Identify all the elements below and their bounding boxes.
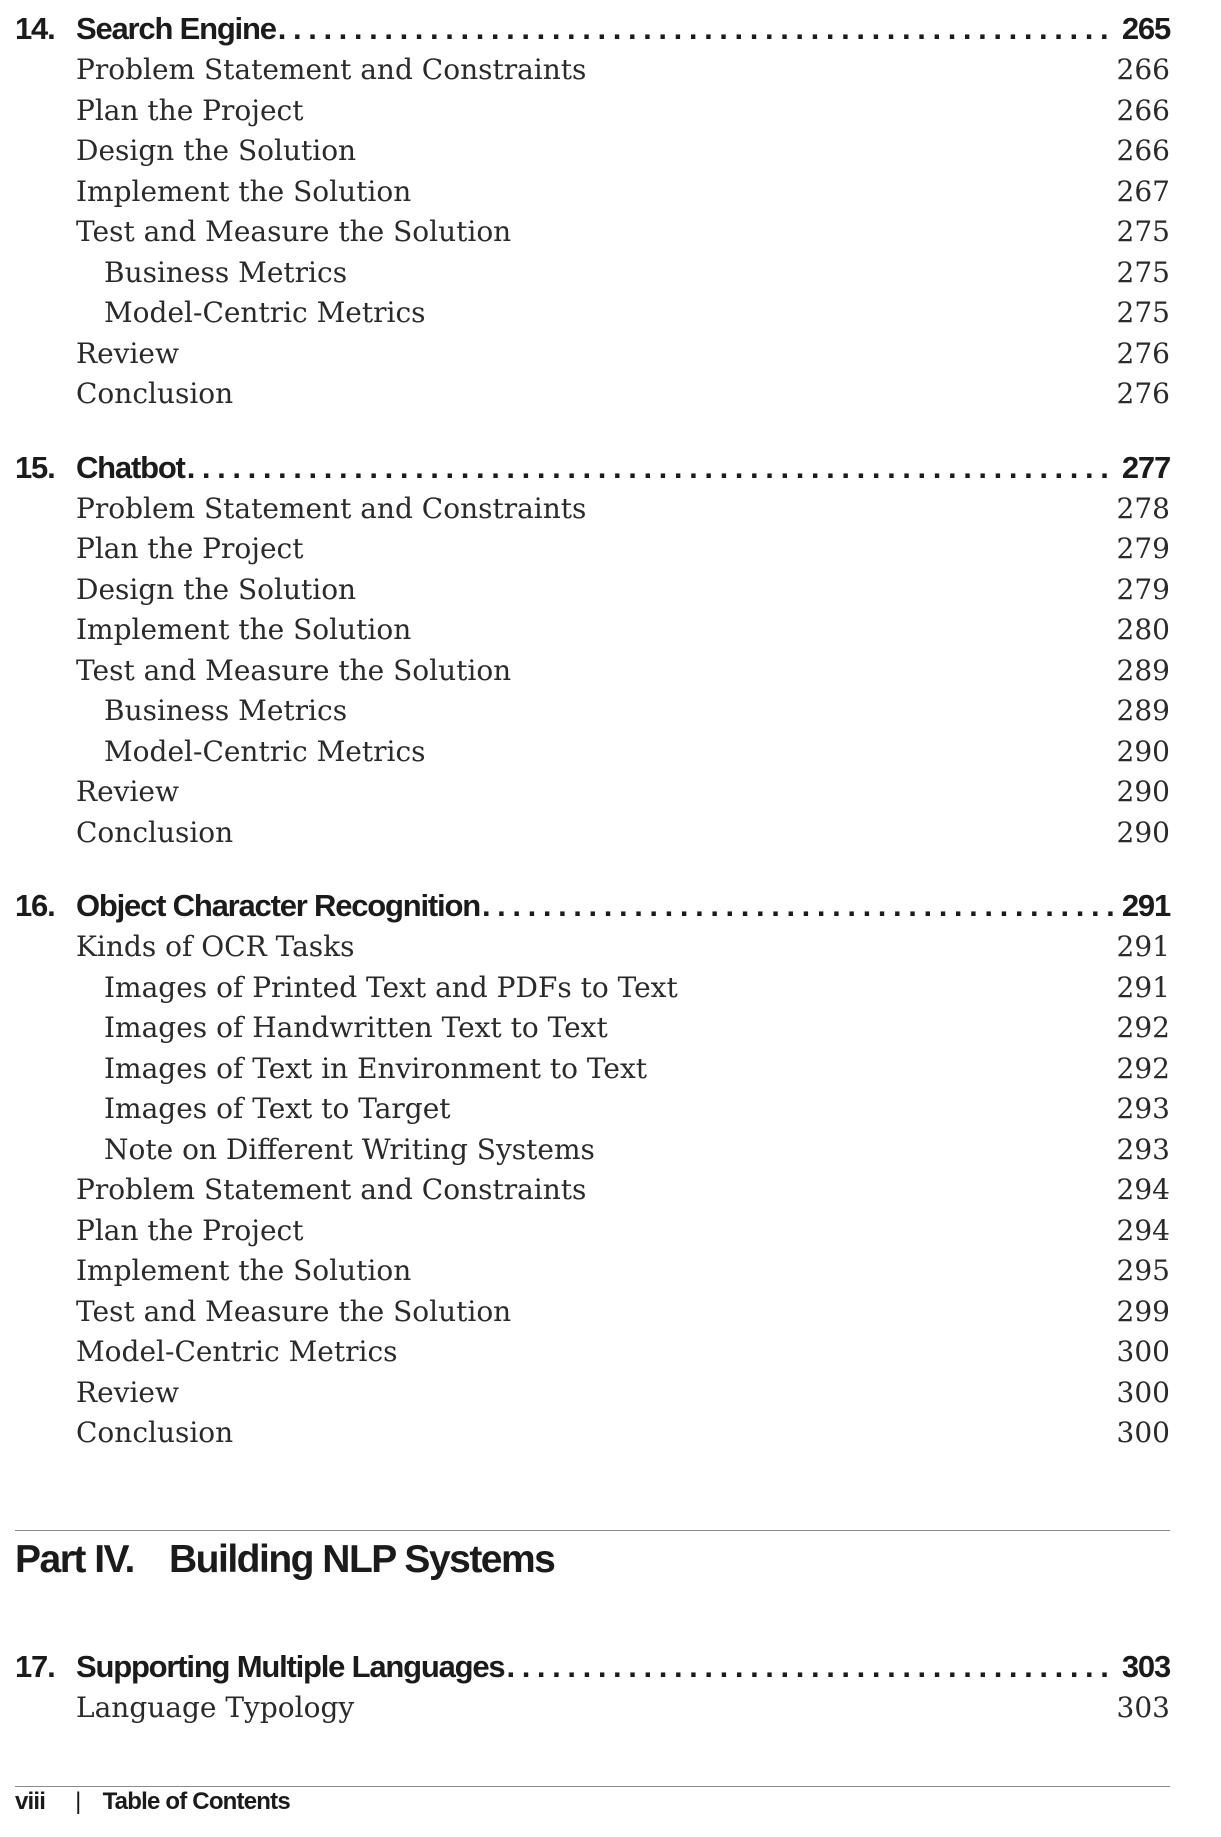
part-label: Part IV. [15, 1538, 134, 1581]
toc-section-entry[interactable] [15, 212, 1170, 253]
entry-label: Plan the Project [76, 532, 304, 565]
entry-page-number: 299 [1116, 1294, 1170, 1328]
section-list [15, 927, 1170, 1454]
entry-page-number: 267 [1116, 174, 1170, 208]
dot-leader [506, 1646, 1115, 1688]
part-heading [15, 1538, 554, 1582]
chapter-block [15, 447, 1170, 854]
toc-section-entry[interactable] [15, 772, 1170, 813]
entry-label: Images of Text to Target [104, 1092, 451, 1125]
entry-page-number: 293 [1116, 1092, 1170, 1125]
entry-page-number: 275 [1116, 215, 1170, 248]
toc-subsection-entry[interactable] [15, 293, 1170, 334]
entry-label: Review [76, 1375, 179, 1409]
entry-label: Model-Centric Metrics [104, 734, 426, 768]
toc-section-entry[interactable] [15, 1211, 1170, 1252]
entry-label: Problem Statement and Constraints [76, 1173, 587, 1206]
toc-section-entry[interactable] [15, 1292, 1170, 1333]
toc-part-chapters [15, 1638, 1170, 1729]
toc-section-entry[interactable] [15, 91, 1170, 132]
chapter-title: Chatbot [76, 449, 185, 485]
chapter-heading[interactable] [15, 447, 1170, 489]
toc-subsection-entry[interactable] [15, 968, 1170, 1009]
entry-label: Note on Different Writing Systems [104, 1132, 595, 1166]
entry-label: Review [76, 775, 179, 808]
entry-label: Problem Statement and Constraints [76, 53, 587, 86]
chapter-page-number: 291 [1121, 888, 1170, 923]
entry-label: Problem Statement and Constraints [76, 491, 587, 525]
entry-label: Business Metrics [104, 694, 348, 727]
entry-label: Review [76, 336, 179, 370]
entry-page-number: 290 [1116, 734, 1170, 768]
entry-label: Design the Solution [76, 134, 357, 167]
entry-page-number: 292 [1116, 1051, 1170, 1085]
footer-rule [15, 1786, 1170, 1787]
entry-page-number: 300 [1116, 1416, 1170, 1449]
toc-section-entry[interactable] [15, 334, 1170, 375]
chapter-title: Search Engine [76, 11, 276, 46]
entry-label: Business Metrics [104, 255, 348, 289]
entry-page-number: 294 [1116, 1173, 1170, 1206]
chapter-heading[interactable] [15, 8, 1170, 50]
entry-page-number: 275 [1116, 296, 1170, 329]
entry-page-number: 300 [1116, 1335, 1170, 1368]
toc-section-entry[interactable] [15, 1373, 1170, 1414]
chapter-title: Object Character Recognition [76, 888, 480, 923]
chapter-block [15, 885, 1170, 1454]
section-list [15, 1688, 1170, 1729]
chapter-page-number: 265 [1121, 11, 1170, 46]
entry-page-number: 276 [1116, 377, 1170, 410]
entry-label: Implement the Solution [76, 1254, 412, 1287]
entry-label: Kinds of OCR Tasks [76, 930, 355, 963]
toc-section-entry[interactable] [15, 1688, 1170, 1729]
toc-page [15, 0, 1170, 1454]
entry-label: Language Typology [76, 1691, 355, 1724]
entry-page-number: 290 [1116, 775, 1170, 808]
entry-page-number: 291 [1116, 930, 1170, 963]
chapter-number: 14. [15, 11, 55, 46]
footer-running-title: Table of Contents [102, 1788, 290, 1815]
entry-label: Images of Text in Environment to Text [104, 1051, 648, 1085]
entry-label: Test and Measure the Solution [76, 1294, 512, 1328]
dot-leader [482, 885, 1116, 927]
footer-separator: | [75, 1788, 81, 1815]
toc-section-entry[interactable] [15, 529, 1170, 570]
entry-label: Plan the Project [76, 1213, 304, 1247]
entry-label: Design the Solution [76, 572, 357, 606]
entry-page-number: 290 [1116, 815, 1170, 849]
entry-page-number: 279 [1116, 532, 1170, 565]
toc-section-entry[interactable] [15, 813, 1170, 854]
section-list [15, 489, 1170, 854]
entry-label: Model-Centric Metrics [104, 296, 426, 329]
toc-section-entry[interactable] [15, 1251, 1170, 1292]
toc-subsection-entry[interactable] [15, 253, 1170, 294]
toc-subsection-entry[interactable] [15, 1089, 1170, 1130]
entry-label: Plan the Project [76, 93, 304, 127]
entry-page-number: 289 [1116, 653, 1170, 687]
toc-section-entry[interactable] [15, 1170, 1170, 1211]
entry-page-number: 266 [1116, 93, 1170, 127]
toc-section-entry[interactable] [15, 131, 1170, 172]
entry-page-number: 280 [1116, 613, 1170, 646]
entry-label: Model-Centric Metrics [76, 1335, 398, 1368]
dot-leader [278, 8, 1116, 50]
toc-section-entry[interactable] [15, 489, 1170, 530]
toc-section-entry[interactable] [15, 172, 1170, 213]
toc-section-entry[interactable] [15, 374, 1170, 415]
entry-page-number: 295 [1116, 1254, 1170, 1287]
toc-section-entry[interactable] [15, 927, 1170, 968]
toc-section-entry[interactable] [15, 651, 1170, 692]
entry-page-number: 303 [1116, 1691, 1170, 1724]
entry-page-number: 279 [1116, 572, 1170, 606]
entry-page-number: 291 [1116, 970, 1170, 1004]
entry-label: Test and Measure the Solution [76, 653, 512, 687]
entry-page-number: 266 [1116, 53, 1170, 86]
dot-leader [187, 447, 1116, 489]
toc-subsection-entry[interactable] [15, 1008, 1170, 1049]
toc-chapters [15, 8, 1170, 1454]
chapter-block [15, 1646, 1170, 1729]
entry-page-number: 294 [1116, 1213, 1170, 1247]
toc-section-entry[interactable] [15, 50, 1170, 91]
chapter-number: 16. [15, 888, 55, 923]
part-chapter-list [15, 1646, 1170, 1729]
entry-page-number: 278 [1116, 491, 1170, 525]
entry-label: Conclusion [76, 1416, 234, 1449]
entry-label: Conclusion [76, 377, 234, 410]
entry-label: Images of Printed Text and PDFs to Text [104, 970, 678, 1004]
toc-subsection-entry[interactable] [15, 732, 1170, 773]
entry-page-number: 289 [1116, 694, 1170, 727]
entry-label: Implement the Solution [76, 174, 412, 208]
toc-subsection-entry[interactable] [15, 1130, 1170, 1171]
chapter-heading[interactable] [15, 1646, 1170, 1688]
part-title: Building NLP Systems [169, 1538, 555, 1581]
entry-page-number: 275 [1116, 255, 1170, 289]
toc-section-entry[interactable] [15, 570, 1170, 611]
entry-label: Test and Measure the Solution [76, 215, 512, 248]
toc-subsection-entry[interactable] [15, 691, 1170, 732]
chapter-number: 17. [15, 1649, 55, 1684]
toc-section-entry[interactable] [15, 1332, 1170, 1373]
toc-section-entry[interactable] [15, 610, 1170, 651]
footer-page-number: viii [15, 1788, 46, 1815]
part-divider-rule [15, 1530, 1170, 1531]
entry-page-number: 276 [1116, 336, 1170, 370]
chapter-page-number: 303 [1121, 1649, 1170, 1684]
chapter-heading[interactable] [15, 885, 1170, 927]
entry-page-number: 266 [1116, 134, 1170, 167]
toc-subsection-entry[interactable] [15, 1049, 1170, 1090]
chapter-number: 15. [15, 449, 55, 485]
chapter-block [15, 8, 1170, 415]
entry-label: Implement the Solution [76, 613, 412, 646]
entry-label: Conclusion [76, 815, 234, 849]
chapter-title: Supporting Multiple Languages [76, 1649, 505, 1684]
entry-page-number: 300 [1116, 1375, 1170, 1409]
entry-page-number: 292 [1116, 1011, 1170, 1044]
entry-page-number: 293 [1116, 1132, 1170, 1166]
chapter-page-number: 277 [1121, 449, 1170, 485]
entry-label: Images of Handwritten Text to Text [104, 1011, 608, 1044]
page-footer [15, 1788, 1170, 1816]
toc-section-entry[interactable] [15, 1413, 1170, 1454]
section-list [15, 50, 1170, 415]
